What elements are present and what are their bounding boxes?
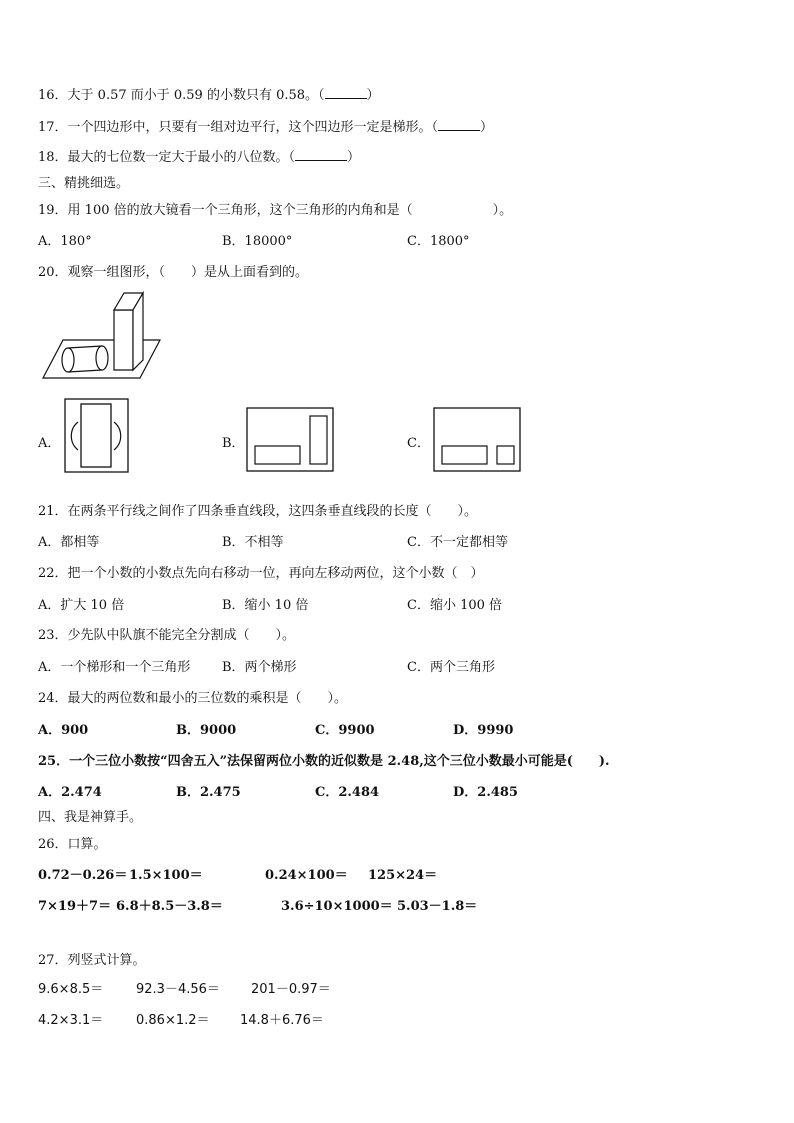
mental-calc-2: 1.5×100＝ [129,868,203,883]
vertical-calc-6: 14.8＋6.76＝ [240,1013,324,1028]
q23-option-c[interactable]: C．两个三角形 [407,660,495,675]
question-23-text: 23．少先队中队旗不能完全分割成（ ）。 [38,628,296,643]
top-view-a-icon [64,398,130,474]
vertical-calc-4: 4.2×3.1＝ [38,1013,104,1028]
q22-option-b[interactable]: B．缩小 10 倍 [222,598,309,613]
q25-option-d[interactable]: D．2.485 [453,785,518,800]
question-18 [38,146,360,165]
question-17 [38,116,493,135]
question-17-close: ） [480,120,494,135]
mental-calc-7: 3.6÷10×1000＝ [281,899,393,914]
q23-option-b[interactable]: B．两个梯形 [222,660,297,675]
q25-option-b[interactable]: B．2.475 [176,785,241,800]
question-24-text: 24．最大的两位数和最小的三位数的乘积是（ ）。 [38,691,348,706]
mental-calc-4: 125×24＝ [368,868,438,883]
q19-option-c[interactable]: C．1800° [407,234,470,249]
q24-option-d[interactable]: D．9990 [453,723,514,738]
mental-calc-1: 0.72－0.26＝ [38,868,128,883]
q24-option-b[interactable]: B．9000 [176,723,237,738]
top-view-b-icon [246,407,335,473]
q21-option-a[interactable]: A．都相等 [38,535,100,550]
q25-option-a[interactable]: A．2.474 [38,785,102,800]
q24-option-c[interactable]: C．9900 [315,723,375,738]
q20-option-a[interactable]: A． [38,436,61,451]
q24-option-a[interactable]: A．900 [38,723,89,738]
top-view-c-icon [433,407,522,473]
mental-calc-5: 7×19＋7＝ [38,899,112,914]
q19-option-b[interactable]: B．18000° [222,234,293,249]
question-21-text: 21．在两条平行线之间作了四条垂直线段，这四条垂直线段的长度（ ）。 [38,504,478,519]
question-20-text: 20．观察一组图形，（ ）是从上面看到的。 [38,265,309,280]
question-27-text: 27．列竖式计算。 [38,953,146,968]
section-3-heading: 三、精挑细选。 [38,176,130,191]
q20-option-b[interactable]: B． [222,436,245,451]
q22-option-c[interactable]: C．缩小 100 倍 [407,598,503,613]
question-17-text: 17．一个四边形中，只要有一组对边平行，这个四边形一定是梯形。（ [38,120,439,135]
question-26-text: 26．口算。 [38,837,107,852]
q25-option-c[interactable]: C．2.484 [315,785,380,800]
question-16-text: 16．大于 0.57 而小于 0.59 的小数只有 0.58。（ [38,88,325,103]
question-19-text: 19．用 100 倍的放大镜看一个三角形，这个三角形的内角和是（ [38,203,413,218]
q21-option-c[interactable]: C．不一定都相等 [407,535,508,550]
question-19 [38,199,512,218]
question-22-text: 22．把一个小数的小数点先向右移动一位，再向左移动两位，这个小数（ ） [38,566,484,581]
answer-blank-16[interactable] [325,86,367,99]
question-18-close: ） [347,150,361,165]
section-4-heading: 四、我是神算手。 [38,810,143,825]
solid-figure-illustration [40,290,165,382]
vertical-calc-3: 201－0.97＝ [251,982,331,997]
q20-option-c[interactable]: C． [407,436,430,451]
question-19-close: ）。 [492,203,513,218]
mental-calc-3: 0.24×100＝ [265,868,348,883]
question-16 [38,84,380,103]
q21-option-b[interactable]: B．不相等 [222,535,284,550]
answer-blank-17[interactable] [438,118,480,131]
mental-calc-6: 6.8＋8.5－3.8＝ [116,899,223,914]
vertical-calc-2: 92.3－4.56＝ [136,982,220,997]
question-16-close: ） [366,88,380,103]
vertical-calc-1: 9.6×8.5＝ [38,982,104,997]
q22-option-a[interactable]: A．扩大 10 倍 [38,598,125,613]
question-18-text: 18．最大的七位数一定大于最小的八位数。（ [38,150,296,165]
vertical-calc-5: 0.86×1.2＝ [136,1013,210,1028]
q19-option-a[interactable]: A．180° [38,234,92,249]
mental-calc-8: 5.03－1.8＝ [397,899,478,914]
question-25-text: 25．一个三位小数按“四舍五入”法保留两位小数的近似数是 2.48,这个三位小数最小可能是( ). [38,754,610,769]
answer-blank-18[interactable] [295,148,347,161]
q23-option-a[interactable]: A．一个梯形和一个三角形 [38,660,191,675]
